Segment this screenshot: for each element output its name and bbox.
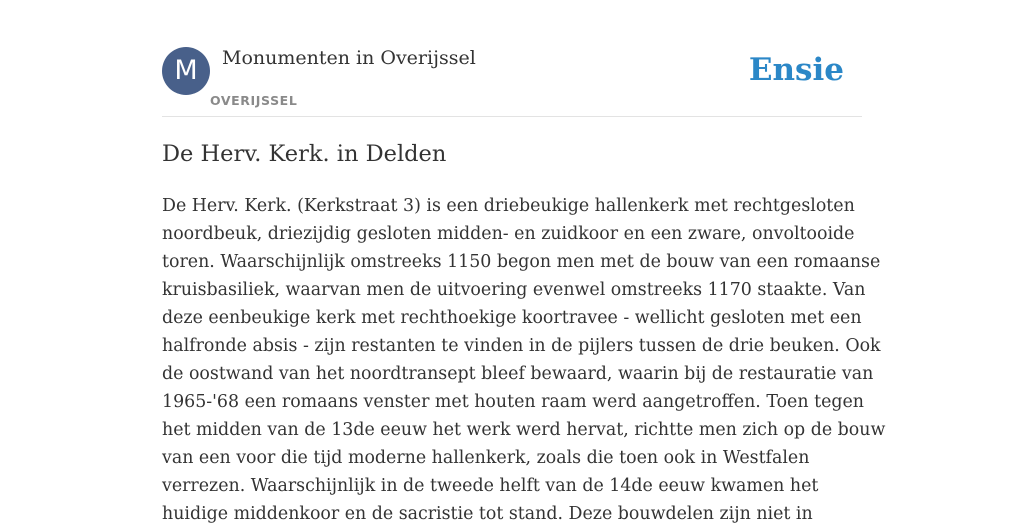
article-body-line: de oostwand van het noordtransept bleef bewaard, waarin bij de restauratie van <box>162 364 874 384</box>
article-body-line: toren. Waarschijnlijk omstreeks 1150 begon men met de bouw van een romaanse <box>162 252 881 272</box>
collection-avatar[interactable]: M <box>162 47 210 95</box>
article-body-line: noordbeuk, driezijdig gesloten midden- en zuidkoor en een zware, onvoltooide <box>162 224 855 244</box>
article-body-line: kruisbasiliek, waarvan men de uitvoering evenwel omstreeks 1170 staakte. Van <box>162 280 866 300</box>
category-link[interactable]: OVERIJSSEL <box>210 93 298 108</box>
article-body-line: van een voor die tijd moderne hallenkerk, zoals die toen ook in Westfalen <box>162 448 810 468</box>
article-body <box>162 192 886 528</box>
article-body-line: huidige middenkoor en de sacristie tot stand. Deze bouwdelen zijn niet in <box>162 504 813 524</box>
article-body-line: verrezen. Waarschijnlijk in de tweede helft van de 14de eeuw kwamen het <box>162 476 819 496</box>
article-title: De Herv. Kerk. in Delden <box>162 141 447 167</box>
article-body-line: De Herv. Kerk. (Kerkstraat 3) is een driebeukige hallenkerk met rechtgesloten <box>162 196 855 216</box>
collection-title-link[interactable]: Monumenten in Overijssel <box>222 47 476 69</box>
collection-header <box>162 46 862 117</box>
article-body-line: halfronde absis - zijn restanten te vinden in de pijlers tussen de drie beuken. Ook <box>162 336 881 356</box>
article-body-line: 1965-'68 een romaans venster met houten raam werd aangetroffen. Toen tegen <box>162 392 864 412</box>
article-body-line: deze eenbeukige kerk met rechthoekige koortravee - wellicht gesloten met een <box>162 308 862 328</box>
ensie-logo[interactable]: Ensie <box>748 52 844 88</box>
article-body-line: het midden van de 13de eeuw het werk werd hervat, richtte men zich op de bouw <box>162 420 886 440</box>
